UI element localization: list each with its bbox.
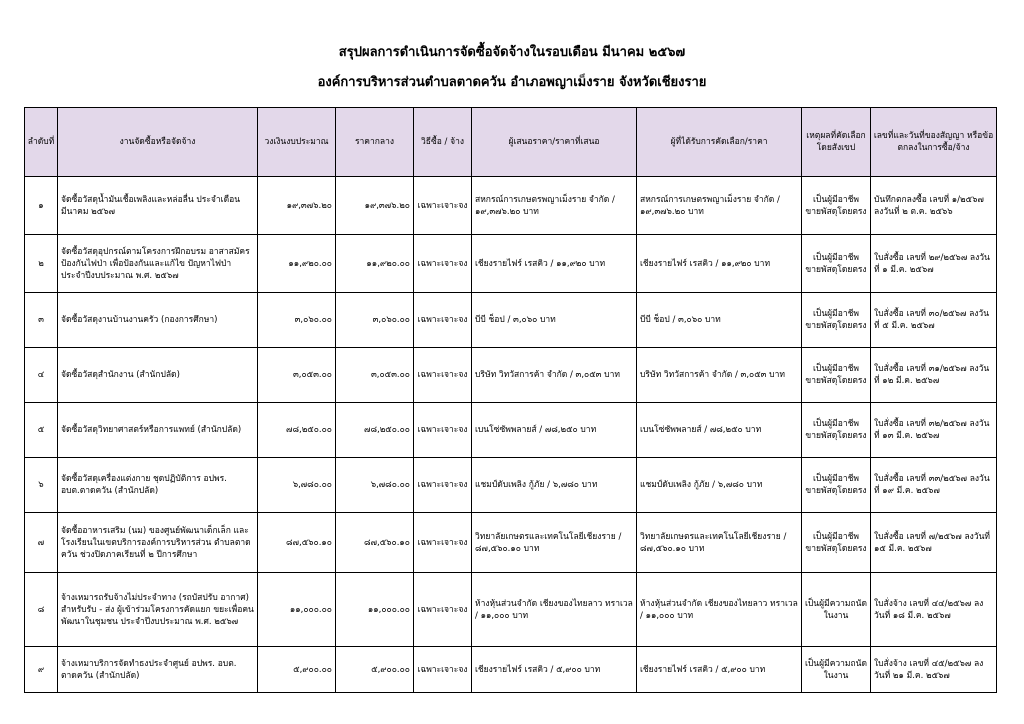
row-contract: ใบสั่งจ้าง เลขที่ ๔๕/๒๕๖๗ ลงวันที่ ๒๑ มี.ค. ๒๕๖๗ (871, 647, 997, 693)
row-reason: เป็นผู้มีความถนัด ในงาน (802, 573, 871, 647)
row-reason: เป็นผู้มีอาชีพ ขายพัสดุโดยตรง (802, 293, 871, 348)
row-median-price: ๖,๗๘๐.๐๐ (336, 458, 414, 513)
header-budget: วงเงินงบประมาณ (258, 108, 336, 177)
table-row (25, 177, 997, 235)
row-reason: เป็นผู้มีอาชีพ ขายพัสดุโดยตรง (802, 177, 871, 235)
table-row (25, 348, 997, 403)
row-budget: ๑๙,๓๗๖.๒๐ (258, 177, 336, 235)
row-median-price: ๑๙,๓๗๖.๒๐ (336, 177, 414, 235)
row-contract: บันทึกตกลงซื้อ เลขที่ ๑/๒๕๖๗ ลงวันที่ ๒ ต.ค. ๒๕๖๖ (871, 177, 997, 235)
row-method: เฉพาะเจาะจง (414, 293, 472, 348)
header-median-price: ราคากลาง (336, 108, 414, 177)
row-winner: ห้างหุ้นส่วนจำกัด เชียงของไทยลาว ทราเวล / ๑๑,๐๐๐ บาท (637, 573, 802, 647)
row-no: ๓ (25, 293, 58, 348)
row-median-price: ๓,๐๕๓.๐๐ (336, 348, 414, 403)
row-contract: ใบสั่งซื้อ เลขที่ ๒๙/๒๕๖๗ ลงวันที่ ๑ มี.ค. ๒๕๖๗ (871, 235, 997, 293)
row-budget: ๖,๗๘๐.๐๐ (258, 458, 336, 513)
row-item: จัดซื้อวัสดุสำนักงาน (สำนักปลัด) (58, 348, 258, 403)
row-method: เฉพาะเจาะจง (414, 513, 472, 573)
table-row (25, 293, 997, 348)
row-contract: ใบสั่งซื้อ เลขที่ ๓๑/๒๕๖๗ ลงวันที่ ๑๒ มี.ค. ๒๕๖๗ (871, 348, 997, 403)
row-bidder: บีบี ช็อป / ๓,๐๖๐ บาท (472, 293, 637, 348)
row-winner: สหกรณ์การเกษตรพญาเม็งราย จำกัด / ๑๙,๓๗๖.๒๐ บาท (637, 177, 802, 235)
row-contract: ใบสั่งซื้อ เลขที่ ๓๓/๒๕๖๗ ลงวันที่ ๑๙ มี.ค. ๒๕๖๗ (871, 458, 997, 513)
row-bidder: ห้างหุ้นส่วนจำกัด เชียงของไทยลาว ทราเวล / ๑๑,๐๐๐ บาท (472, 573, 637, 647)
header-reason: เหตุผลที่คัดเลือก โดยสังเขป (802, 108, 871, 177)
row-median-price: ๗๘,๒๕๐.๐๐ (336, 403, 414, 458)
row-winner: เชียงรายไฟร์ เรสคิว / ๑๑,๙๒๐ บาท (637, 235, 802, 293)
row-reason: เป็นผู้มีอาชีพ ขายพัสดุโดยตรง (802, 458, 871, 513)
row-no: ๙ (25, 647, 58, 693)
table-header-row (25, 108, 997, 177)
row-winner: เบนโซ่ซัพพลายส์ / ๗๘,๒๕๐ บาท (637, 403, 802, 458)
table-row (25, 573, 997, 647)
row-method: เฉพาะเจาะจง (414, 458, 472, 513)
row-method: เฉพาะเจาะจง (414, 177, 472, 235)
table-row (25, 403, 997, 458)
row-median-price: ๕,๙๐๐.๐๐ (336, 647, 414, 693)
procurement-table (24, 107, 997, 693)
row-budget: ๑๑,๙๒๐.๐๐ (258, 235, 336, 293)
header-contract: เลขที่และวันที่ของสัญญา หรือข้อตกลงในการซื้อ/จ้าง (871, 108, 997, 177)
row-contract: ใบสั่งซื้อ เลขที่ ๓๐/๒๕๖๗ ลงวันที่ ๕ มี.ค. ๒๕๖๗ (871, 293, 997, 348)
document-title: สรุปผลการดำเนินการจัดซื้อจัดจ้างในรอบเดือน มีนาคม ๒๕๖๗ (338, 45, 686, 60)
row-bidder: สหกรณ์การเกษตรพญาเม็งราย จำกัด / ๑๙,๓๗๖.๒๐ บาท (472, 177, 637, 235)
document-subtitle: องค์การบริหารส่วนตำบลตาดควัน อำเภอพญาเม็งราย จังหวัดเชียงราย (317, 75, 707, 90)
row-contract: ใบสั่งซื้อ เลขที่ ๗/๒๕๖๗ ลงวันที่ ๑๕ มี.ค. ๒๕๖๗ (871, 513, 997, 573)
header-item: งานจัดซื้อหรือจัดจ้าง (58, 108, 258, 177)
row-no: ๒ (25, 235, 58, 293)
row-bidder: เชียงรายไฟร์ เรสคิว / ๕,๙๐๐ บาท (472, 647, 637, 693)
row-item: จัดซื้ออาหารเสริม (นม) ของศูนย์พัฒนาเด็กเล็ก และโรงเรียนในเขตบริการองค์การบริหารส่วน ตำบลตาดควัน ช่วงปิดภาคเรียนที่ ๒ ปีการศึกษา (58, 513, 258, 573)
row-winner: บีบี ช็อป / ๓,๐๖๐ บาท (637, 293, 802, 348)
header-method: วิธีซื้อ / จ้าง (414, 108, 472, 177)
table-row (25, 647, 997, 693)
row-bidder: วิทยาลัยเกษตรและเทคโนโลยีเชียงราย / ๘๗,๕๖๐.๑๐ บาท (472, 513, 637, 573)
row-contract: ใบสั่งจ้าง เลขที่ ๔๔/๒๕๖๗ ลงวันที่ ๑๘ มี.ค. ๒๕๖๗ (871, 573, 997, 647)
row-method: เฉพาะเจาะจง (414, 573, 472, 647)
row-winner: เชียงรายไฟร์ เรสคิว / ๕,๙๐๐ บาท (637, 647, 802, 693)
row-method: เฉพาะเจาะจง (414, 348, 472, 403)
row-reason: เป็นผู้มีอาชีพ ขายพัสดุโดยตรง (802, 513, 871, 573)
row-item: จ้างเหมาบริการจัดทำธงประจำศูนย์ อปพร. อบต. ตาดควัน (สำนักปลัด) (58, 647, 258, 693)
row-reason: เป็นผู้มีความถนัด ในงาน (802, 647, 871, 693)
row-item: จ้างเหมารถรับจ้างไม่ประจำทาง (รถบัสปรับ อากาศ) สำหรับรับ - ส่ง ผู้เข้าร่วมโครงการคัดแยก ขยะเพื่อคนพัฒนาในชุมชน ประจำปีงบประมาณ พ.ศ. ๒๕๖๗ (58, 573, 258, 647)
row-contract: ใบสั่งซื้อ เลขที่ ๓๒/๒๕๖๗ ลงวันที่ ๑๓ มี.ค. ๒๕๖๗ (871, 403, 997, 458)
row-budget: ๑๑,๐๐๐.๐๐ (258, 573, 336, 647)
row-method: เฉพาะเจาะจง (414, 647, 472, 693)
row-item: จัดซื้อวัสดุงานบ้านงานครัว (กองการศึกษา) (58, 293, 258, 348)
row-reason: เป็นผู้มีอาชีพ ขายพัสดุโดยตรง (802, 348, 871, 403)
row-no: ๑ (25, 177, 58, 235)
row-item: จัดซื้อวัสดุน้ำมันเชื้อเพลิงและหล่อลื่น ประจำเดือน มีนาคม ๒๕๖๗ (58, 177, 258, 235)
row-item: จัดซื้อวัสดุวิทยาศาสตร์หรือการแพทย์ (สำนักปลัด) (58, 403, 258, 458)
row-winner: แชมป์ดับเพลิง กู้ภัย / ๖,๗๘๐ บาท (637, 458, 802, 513)
row-median-price: ๓,๐๖๐.๐๐ (336, 293, 414, 348)
row-no: ๔ (25, 348, 58, 403)
row-reason: เป็นผู้มีอาชีพ ขายพัสดุโดยตรง (802, 235, 871, 293)
table-row (25, 458, 997, 513)
header-no: ลำดับที่ (25, 108, 58, 177)
row-median-price: ๑๑,๐๐๐.๐๐ (336, 573, 414, 647)
row-budget: ๓,๐๖๐.๐๐ (258, 293, 336, 348)
row-no: ๘ (25, 573, 58, 647)
row-no: ๕ (25, 403, 58, 458)
row-budget: ๘๗,๕๖๐.๑๐ (258, 513, 336, 573)
row-item: จัดซื้อวัสดุเครื่องแต่งกาย ชุดปฏิบัติการ อปพร. อบต.ตาดควัน (สำนักปลัด) (58, 458, 258, 513)
row-bidder: บริษัท วิทวัสการค้า จำกัด / ๓,๐๕๓ บาท (472, 348, 637, 403)
row-bidder: แชมป์ดับเพลิง กู้ภัย / ๖,๗๘๐ บาท (472, 458, 637, 513)
row-budget: ๗๘,๒๕๐.๐๐ (258, 403, 336, 458)
header-bidder: ผู้เสนอราคา/ราคาที่เสนอ (472, 108, 637, 177)
table-row (25, 235, 997, 293)
row-item: จัดซื้อวัสดุอุปกรณ์ตามโครงการฝึกอบรม อาสาสมัครป้องกันไฟป่า เพื่อป้องกันและแก้ไข ปัญหาไฟป่า ประจำปีงบประมาณ พ.ศ. ๒๕๖๗ (58, 235, 258, 293)
row-winner: บริษัท วิทวัสการค้า จำกัด / ๓,๐๕๓ บาท (637, 348, 802, 403)
row-no: ๗ (25, 513, 58, 573)
row-median-price: ๑๑,๙๒๐.๐๐ (336, 235, 414, 293)
row-median-price: ๘๗,๕๖๐.๑๐ (336, 513, 414, 573)
row-winner: วิทยาลัยเกษตรและเทคโนโลยีเชียงราย / ๘๗,๕๖๐.๑๐ บาท (637, 513, 802, 573)
row-bidder: เบนโซ่ซัพพลายส์ / ๗๘,๒๕๐ บาท (472, 403, 637, 458)
row-reason: เป็นผู้มีอาชีพ ขายพัสดุโดยตรง (802, 403, 871, 458)
row-budget: ๕,๙๐๐.๐๐ (258, 647, 336, 693)
row-budget: ๓,๐๕๓.๐๐ (258, 348, 336, 403)
row-method: เฉพาะเจาะจง (414, 235, 472, 293)
row-bidder: เชียงรายไฟร์ เรสคิว / ๑๑,๙๒๐ บาท (472, 235, 637, 293)
table-row (25, 513, 997, 573)
header-winner: ผู้ที่ได้รับการคัดเลือก/ราคา (637, 108, 802, 177)
row-no: ๖ (25, 458, 58, 513)
row-method: เฉพาะเจาะจง (414, 403, 472, 458)
